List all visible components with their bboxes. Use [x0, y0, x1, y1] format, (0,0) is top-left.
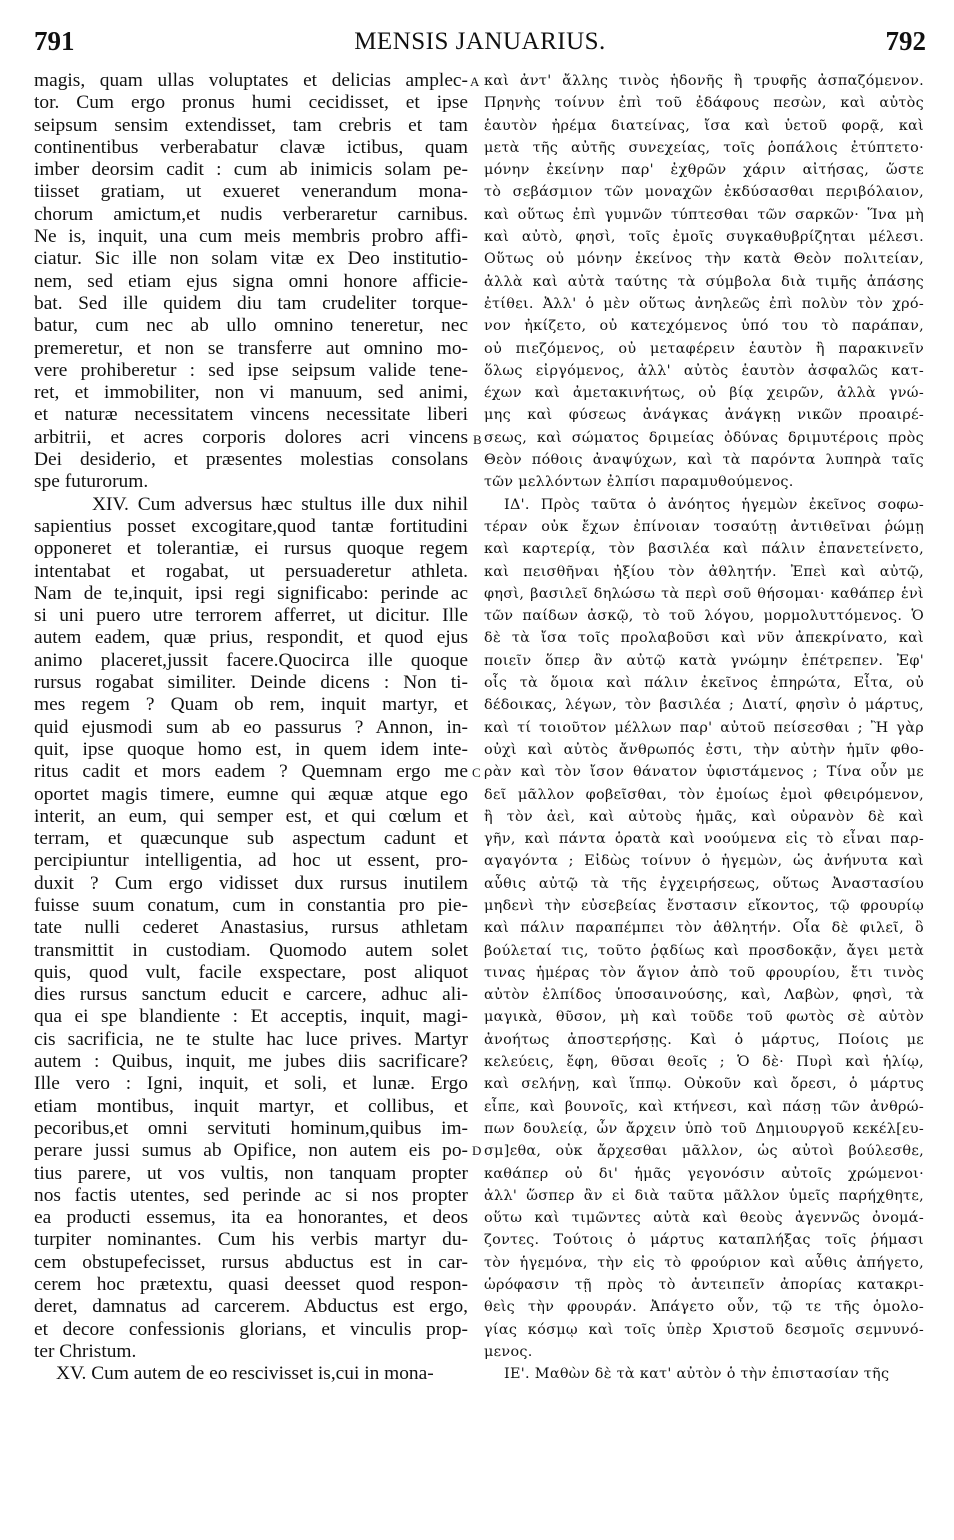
- text-line: τέραν οὐκ ἔχων ἐπίνοιαν τοσαύτῃ ἀντιθεῖναι ῥώμῃ: [484, 518, 924, 535]
- text-line: οὐχὶ καὶ αὐτὸς ἄνθρωπός ἐστι, τὴν αὐτὴν ἡμῖν φθο-: [484, 741, 924, 758]
- text-line: οἷς τὰ ὅμοια καὶ πάλιν ἐκεῖνος ἐπηρώτα, Εἶτα, οὐ: [484, 675, 924, 692]
- text-line: vere prohiberetur : sed ipse seipsum valide tene-: [34, 359, 468, 381]
- text-line: nem, sed etiam ejus signa omni honore afficie-: [34, 270, 468, 292]
- text-line: ἑαυτὸν ἠρέμα διατείνας, ἴσα καὶ ὑετοῦ φορᾷ, καὶ: [484, 117, 924, 134]
- text-line: σμ]εθα, οὐκ ἄρχεσθαι μᾶλλον, ὡς αὐτοὶ βούλεσθε,: [484, 1143, 924, 1160]
- text-line: καὶ σελήνῃ, καὶ ἵππῳ. Οὐκοῦν καὶ ὄρεσι, ὁ μάρτυς: [484, 1076, 924, 1093]
- latin-column: [34, 70, 468, 1386]
- text-line: σεως, καὶ σώματος δριμείας ὀδύνας δριμυτέροις πρὸς: [484, 429, 924, 446]
- text-line: tiisset gratiam, ut exueret venerandum mona-: [34, 181, 468, 203]
- text-line: αὖθις αὐτῷ τὰ τῆς ἐγχειρήσεως, οὕτως Ἀναστασίου: [484, 875, 924, 892]
- left-page-number: 791: [34, 26, 75, 56]
- text-line: interit, an eum, qui semper est, et qui cœlum et: [34, 805, 468, 827]
- text-line: φησὶ, βασιλεῖ δηλώσω τὰ περὶ σοῦ θήσομαι· καθάπερ ἑνὶ: [484, 585, 924, 602]
- text-line: nos factis utentes, sed perinde ac si nos propter: [34, 1184, 468, 1206]
- text-line: πων δουλείᾳ, ὧν ἄρχειν ὑπὸ τοῦ Δημιουργοῦ κεκέλ[ευ-: [484, 1120, 924, 1137]
- text-line: δέδοικας, λέγων, τὸν βασιλέα ; Διατί, φησὶν ὁ μάρτυς,: [484, 697, 924, 714]
- greek-column: [484, 70, 924, 1386]
- text-line: seipsum sensim extendisset, tam crebris et tam: [34, 114, 468, 136]
- text-line: έχων καὶ ἀμετακινήτως, οὐ βίᾳ χειρῶν, ἀλλὰ γνώ-: [484, 385, 924, 402]
- text-line: pecoribus,et omni servituti hominum,quibus im-: [34, 1117, 468, 1139]
- page-header: [34, 26, 926, 60]
- text-line: εἶπε, καὶ βουνοῖς, καὶ κτήνεσι, καὶ πάσῃ τῶν ἀνθρώ-: [484, 1098, 924, 1115]
- text-line: turpiter nominantes. Cum his verbis martyr du-: [34, 1229, 468, 1251]
- text-line: ἐτίθει. Ἀλλ' ὁ μὲν οὕτως ἀνηλεῶς ἐπὶ πολὺν τὸν χρό-: [484, 295, 924, 312]
- text-line: τῶν μελλόντων ἐλπίσι παραμυθούμενος.: [484, 474, 794, 491]
- text-line: tate nulli cederet Anastasius, rursus athletam: [34, 917, 468, 939]
- text-line: βούλεταί τις, τοῦτο ῥᾳδίως καὶ προσδοκᾷν, ἄγει μετὰ: [484, 942, 924, 959]
- text-line: καὶ αὐτὸ, φησὶ, τοῖς ἐμοῖς συγκαθυβρίζηται μέλεσι.: [484, 229, 924, 246]
- text-line: dies rursus sanctum educit e carcere, adhuc ali-: [34, 984, 468, 1006]
- text-line: ἀλλὰ καὶ αὐτὰ ταύτης τὰ σύμβολα διὰ τιμῆς ἁπάσης: [484, 273, 924, 290]
- text-line: τινας ἡμέρας τὸν ἅγιον ἀπὸ τοῦ φρουρίου, ἔτι τινὸς: [484, 964, 924, 981]
- text-line: καθάπερ οὐ δι' ἡμᾶς γεγονόσιν αὐτοῖς χρώμενοι·: [484, 1165, 924, 1182]
- text-line: quis, quod vult, facile exspectare, post aliquot: [34, 961, 468, 983]
- text-line: γῆν, καὶ πάντα ὁρατὰ καὶ νοούμενα εἰς τὸ εἶναι παρ-: [484, 831, 924, 848]
- text-line: καὶ πεισθῆναι ἠξίου τὸν ἀθλητήν. Ἐπεὶ καὶ αὐτῷ,: [484, 563, 924, 580]
- margin-letter-a: A: [470, 74, 480, 89]
- text-line: τῶν παίδων ἀσκῷ, τὸ τοῦ λόγου, μορμολυττόμενος. Ὁ: [484, 608, 924, 625]
- text-line: intentabat et rogabat, ut persuaderetur athleta.: [34, 560, 468, 582]
- text-line: ritus cadit et mors eadem ? Quemnam ergo me: [34, 761, 468, 783]
- text-line: μης καὶ φύσεως ἀνάγκας ἀνάγκῃ νικῶν προαιρέ-: [484, 407, 924, 424]
- text-line: ἀλλ' ὥσπερ ἂν εἰ διὰ ταῦτα μᾶλλον ὑμεῖς παρήχθητε,: [484, 1187, 924, 1204]
- text-line: batur, cum nec ab ullo omnino teneretur, nec: [34, 315, 468, 337]
- text-line: XV. Cum autem de eo rescivisset is,cui in mona-: [56, 1363, 434, 1385]
- text-line: αὐτὸν ἐλπίδος ὑποσαινούσης, καὶ, Λαβὼν, φησὶ, τὰ: [484, 987, 924, 1004]
- margin-letter-d: D: [472, 1143, 482, 1158]
- text-line: ὅλως εἰργόμενος, ἀλλ' αὐτὸς ἑαυτὸν ἀσφαλῶς κατ-: [484, 362, 924, 379]
- text-line: premeretur, et non se transferre aut omnino mo-: [34, 337, 468, 359]
- text-line: ἀνοήτως ἀποστερήσῃς. Καὶ ὁ μάρτυς, Ποίοις με: [484, 1031, 924, 1048]
- text-line: mes regem ? Quam ob rem, inquit martyr, et: [34, 694, 468, 716]
- text-line: tius parere, ut vos vultis, non tanquam propter: [34, 1162, 468, 1184]
- text-line: ter Christum.: [34, 1340, 137, 1362]
- text-line: ciatur. Sic ille non solam vitæ ex Deo institutio-: [34, 248, 468, 270]
- text-line: θεὶς τὴν φρουράν. Ἀπάγετο οὖν, τῷ τε τῆς ὁμολο-: [484, 1299, 924, 1316]
- text-line: si uni puero utre terrorem afferret, ut dicitur. Ille: [34, 605, 468, 627]
- text-line: arbitrii, et acres corporis dolores acri vincens: [34, 426, 468, 448]
- text-line: opponeret et tolerantiæ, ei rursus quoque regem: [34, 538, 468, 560]
- margin-letter-b: B: [473, 432, 482, 447]
- text-line: autem : Quibus, inquit, me jubes diis sacrificare?: [34, 1051, 468, 1073]
- text-line: Θεὸν πόθοις ἀναψύχων, καὶ τὰ παρόντα λυπηρὰ ταῖς: [484, 452, 924, 469]
- text-line: καὶ καρτερίᾳ, τὸν βασιλέα καὶ πάλιν ἐπανετείνετο,: [484, 541, 924, 558]
- text-line: Dei desiderio, et præsentes molestias consolans: [34, 449, 468, 471]
- text-line: qua ei spe blandiente : Et acceptis, inquit, magi-: [34, 1006, 468, 1028]
- text-line: ὡρόφασιν τῇ πρὸς τὸ ἀντειπεῖν ἀπορίας κατακρι-: [484, 1277, 924, 1294]
- text-line: transmittit in custodiam. Quomodo autem solet: [34, 939, 468, 961]
- text-line: τὸν ἡγεμόνα, τὴν εἰς τὸ φρούριον καὶ αὖθις ἀπήγετο,: [484, 1254, 924, 1271]
- text-line: δὲ τὰ ἴσα τοῖς προλαβοῦσι καὶ νῦν ἀπεκρίνατο, καὶ: [484, 630, 924, 647]
- text-line: cis sacrificia, ne te stulte hac luce prives. Martyr: [34, 1028, 468, 1050]
- text-line: Πρηνὴς τοίνυν ἐπὶ τοῦ ἐδάφους πεσὼν, καὶ αὐτὸς: [484, 95, 924, 112]
- text-line: ret, et immobiliter, non vi manuum, sed animi,: [34, 382, 468, 404]
- text-line: ζοντες. Τούτοις ὁ μάρτυς καταπλήξας τοῖς ῥήμασι: [484, 1232, 924, 1249]
- text-line: Ille vero : Igni, inquit, et soli, et lunæ. Ergo: [34, 1073, 468, 1095]
- text-line: oportet magis timere, eumne qui æquæ atque ego: [34, 783, 468, 805]
- text-line: sapientius posset excogitare,quod tantæ fortitudini: [34, 515, 468, 537]
- text-line: μαγικὰ, θῦσον, μὴ καὶ τοῦδε τοῦ φωτὸς σὲ αὐτὸν: [484, 1009, 924, 1026]
- text-line: Nam de te,inquit, ipsi regi significabo: perinde ac: [34, 582, 468, 604]
- text-line: XIV. Cum adversus hæc stultus ille dux nihil: [92, 493, 468, 515]
- text-line: μενος.: [484, 1343, 533, 1360]
- text-line: ΙΕ'. Μαθὼν δὲ τὰ κατ' αὐτὸν ὁ τὴν ἐπιστασίαν τῆς: [504, 1366, 890, 1383]
- text-line: terram, et quæcunque sub aspectum cadunt et: [34, 828, 468, 850]
- text-line: percipiuntur intelligentia, ad hoc ut essent, pro-: [34, 850, 468, 872]
- text-line: cem obstupefecisset, rursus abductus est in car-: [34, 1251, 468, 1273]
- text-line: μηδενὶ τὴν εὐσεβείας ἔνστασιν εἴκοντος, τῷ φρουρίῳ: [484, 897, 924, 914]
- text-line: continentibus verberabatur clavæ ictibus, quam: [34, 136, 468, 158]
- text-line: ρὰν καὶ τὸν ἴσον θάνατον ὑφιστάμενος ; Τίνα οὖν με: [484, 764, 924, 781]
- text-line: perare jussi sumus ab Opifice, non autem eis po-: [34, 1140, 468, 1162]
- text-line: deret, damnatus ad carcerem. Abductus est ergo,: [34, 1296, 468, 1318]
- text-line: Ne is, inquit, una cum meis membris probro affi-: [34, 226, 468, 248]
- text-line: fuisse suum conatum, cum in constantia pro pie-: [34, 894, 468, 916]
- text-line: imber deorsim cadit : cum ab inimicis solam pe-: [34, 159, 468, 181]
- text-line: duxit ? Cum ergo vidisset dux rursus inutilem: [34, 872, 468, 894]
- text-line: ἢ τὸν ἀεὶ, καὶ αὐτοὺς ἡμᾶς, καὶ οὐρανὸν δὲ καὶ: [484, 808, 924, 825]
- text-line: τὸ σεβάσμιον τῶν μοναχῶν ἐκδύσασθαι περιβόλαιον,: [484, 184, 924, 201]
- text-line: οὕτω καὶ τιμῶντες αὐτὰ καὶ θεοὺς ἀγεννῶς ὀνομά-: [484, 1210, 924, 1227]
- text-line: ποιεῖν ὅπερ ἂν αὐτῷ κατὰ γνώμην ἐπέτρεπεν. Ἐφ': [484, 652, 924, 669]
- text-line: rursus rogabat similiter. Deinde dicens : Non ti-: [34, 672, 468, 694]
- text-line: κελεύεις, ἔφη, θῦσαι θεοῖς ; Ὁ δὲ· Πυρὶ καὶ ἡλίῳ,: [484, 1054, 924, 1071]
- text-line: tor. Cum ergo pronus humi cecidisset, et ipse: [34, 92, 468, 114]
- text-line: spe futurorum.: [34, 471, 149, 493]
- text-line: καὶ οὕτως ἐπὶ γυμνῶν τύπτεσθαι τῶν σαρκῶν· Ἵνα μὴ: [484, 206, 924, 223]
- text-line: καὶ ἀντ' ἄλλης τινὸς ἡδονῆς ἢ τρυφῆς ἀσπαζόμενον.: [484, 73, 924, 89]
- text-line: et decore confessionis glorians, et vinculis prop-: [34, 1318, 468, 1340]
- text-line: quid ejusmodi sum ab eo passurus ? Annon, in-: [34, 716, 468, 738]
- text-line: μόνην ἐκείνην παρ' ἐχθρῶν χάριν αἰτήσας, ὥστε: [484, 162, 924, 179]
- right-page-number: 792: [885, 26, 926, 56]
- text-line: μετὰ τῆς αὐτῆς συνεχείας, τοῖς ῥοπάλοις ἐτύπτετο·: [484, 139, 924, 156]
- text-line: cerem hoc prætextu, quasi deesset quod respon-: [34, 1274, 468, 1296]
- text-line: καὶ τί τοιοῦτον μέλλων παρ' αὐτοῦ πείσεσθαι ; Ἢ γὰρ: [484, 719, 924, 736]
- running-title: MENSIS JANUARIUS.: [354, 28, 606, 55]
- margin-letter-c: C: [472, 765, 481, 780]
- text-line: chorum amictum,et nudis verberaretur carnibus.: [34, 203, 468, 225]
- text-line: αγαγόντα ; Εἰδὼς τοίνυν ὁ ἡγεμὼν, ὡς ἀνήνυτα καὶ: [484, 853, 924, 870]
- text-line: Οὕτως οὐ μόνην ἐκείνος τὴν κατὰ Θεὸν πολιτείαν,: [484, 251, 924, 268]
- text-line: νον ἠκίζετο, οὐ κατεχόμενος ὑπό του τὸ παράπαν,: [484, 318, 924, 335]
- text-line: magis, quam ullas voluptates et delicias amplec-: [34, 70, 468, 91]
- text-line: animo placeret,jussit facere.Quocirca ille quoque: [34, 649, 468, 671]
- text-line: autem eadem, quæ prius, respondit, et quod ejus: [34, 627, 468, 649]
- text-line: quit, ipse quoque homo est, in quem idem inte-: [34, 738, 468, 760]
- text-line: γίας κόσμῳ καὶ τοῖς ὑπὲρ Χριστοῦ δεσμοῖς σεμνυνό-: [484, 1321, 924, 1338]
- text-line: et naturæ necessitatem vincens necessitate liberi: [34, 404, 468, 426]
- text-line: etiam montibus, inquit martyr, et collibus, et: [34, 1095, 468, 1117]
- text-line: δεῖ μᾶλλον φοβεῖσθαι, τὸν ἐμοίως ἐμοὶ φθειρόμενον,: [484, 786, 924, 803]
- text-line: bat. Sed ille quidem diu tam crudeliter torque-: [34, 292, 468, 314]
- text-line: οὐ πιεζόμενος, οὐ μεταφέρειν ἑαυτὸν ἢ παρακινεῖν: [484, 340, 924, 357]
- text-line: καὶ πάλιν παραπέμπει τὸν ἀθλητήν. Οἷα δὲ φιλεῖ, ὃ: [484, 920, 924, 937]
- text-line: ea producti essemus, ita ea honorantes, et deos: [34, 1207, 468, 1229]
- text-line: ΙΔ'. Πρὸς ταῦτα ὁ ἀνόητος ἡγεμὼν ἐκεῖνος σοφω-: [504, 496, 924, 513]
